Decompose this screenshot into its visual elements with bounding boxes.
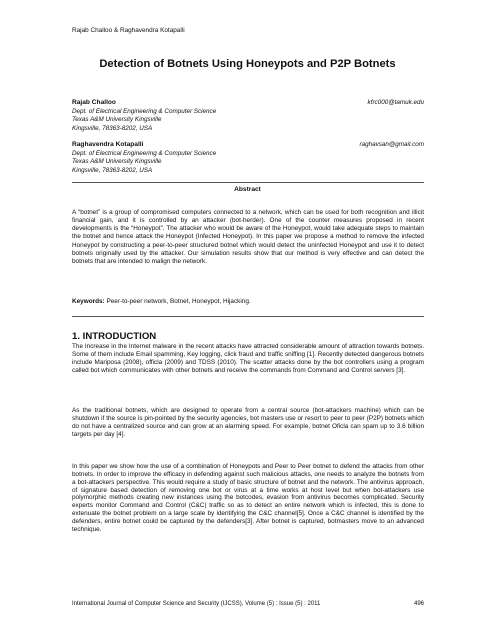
author-affiliation-line: Kingsville, 78363-8202, USA (72, 124, 153, 132)
body-paragraph: The Increase in the Internet malware in the recent attacks have attracted considerable amount of attraction towards botnets. Some of them include Email spamming, Key logging, click fraud and traffic sniffing [1]. Recently detected dangerous botnets include Mariposa (2008), officla (2009) and TDSS (2010). The scatter attacks done by the bot controllers using a program called bot which communicates with other botnets and receive the commands from Command and Control servers [3]. (72, 343, 424, 374)
divider-rule (72, 316, 424, 317)
author-name: Rajab Challoo (72, 99, 116, 106)
author-affiliation-line: Texas A&M University Kingsville (72, 116, 162, 124)
keywords (72, 298, 424, 305)
abstract-heading: Abstract (234, 186, 261, 193)
keywords-label: Keywords: (72, 298, 105, 305)
author-email[interactable]: raghavsan@gmail.com (359, 141, 424, 148)
author-affiliation-line: Kingsville, 78363-8202, USA (72, 166, 153, 174)
abstract-text: A “botnet” is a group of compromised computers connected to a network, which can be used for both recognition and illicit financial gain, and it is controlled by an attacker (bot-herder). One of the counter measures proposed in recent developments is the “Honeypot”. The attacker who would be aware of the Honeypot, would take adequate steps to maintain the botnet and hence attack the Honeypot (Infected Honeypot). In this paper we propose a method to remove the infected Honeypot by constructing a peer-to-peer structured botnet which would detect the uninfected Honeypot and use it to detect botnets originally used by the attacker. Our simulation results show that our method is very effective and can detect the botnets that are intended to malign the network. (72, 209, 424, 265)
author-affiliation-line: Dept. of Electrical Engineering & Computer Science (72, 107, 217, 115)
author-block-1 (72, 99, 424, 133)
body-paragraph: As the traditional botnets, which are designed to operate from a central source (bot-attackers machine) which can be shutdown if the source is pin-pointed by the security agencies, bot masters use or resort to peer to peer (P2P) botnets which do not have a centralized source and can grow at an alarming speed. For example, botnet Oficla can spam up to 3.6 billion targets per day [4]. (72, 407, 424, 438)
author-affiliation-line: Texas A&M University Kingsville (72, 158, 162, 166)
author-email[interactable]: kfrc000@tamuk.edu (367, 99, 424, 106)
author-name: Raghavendra Kotapalli (72, 141, 144, 148)
paper-title: Detection of Botnets Using Honeypots and P2P Botnets (99, 58, 396, 70)
section-heading: 1. INTRODUCTION (72, 331, 157, 342)
body-paragraph: In this paper we show how the use of a combination of Honeypots and Peer to Peer botnet to defend the attacks from other botnets. In order to improve the efficacy in defending against such malicious attacks, one needs to analyze the botnets from a bot-attackers perspective. This would require a study of basic structure of botnet and the network. The antivirus approach, of signature based detection of removing one bot or virus at a time works at host level but when bot-attackers use polymorphic methods creating new instances using the botcodes, evasion from antivirus becomes complicated. Security experts monitor Command and Control (C&C) traffic so as to detect an entire network which is infected, this is done to extenuate the botnet problem on a large scale by identifying the C&C channel[5]. Once a C&C channel is identified by the defenders, entire botnet could be captured by the defenders[3]. After botnet is captured, botmasters move to an advanced technique. (72, 463, 424, 533)
keywords-text: Peer-to-peer network, Botnet, Honeypot, Hijacking. (106, 298, 251, 305)
page-number: 496 (413, 601, 424, 607)
author-affiliation-line: Dept. of Electrical Engineering & Computer Science (72, 149, 217, 157)
page-footer (72, 601, 424, 607)
divider-rule (72, 182, 424, 183)
footer-journal: International Journal of Computer Science and Security (IJCSS), Volume (5) : Issue (5) : 2011 (72, 601, 321, 607)
author-block-2 (72, 141, 424, 175)
running-head: Rajab Challoo & Raghavendra Kotapalli (72, 27, 185, 34)
